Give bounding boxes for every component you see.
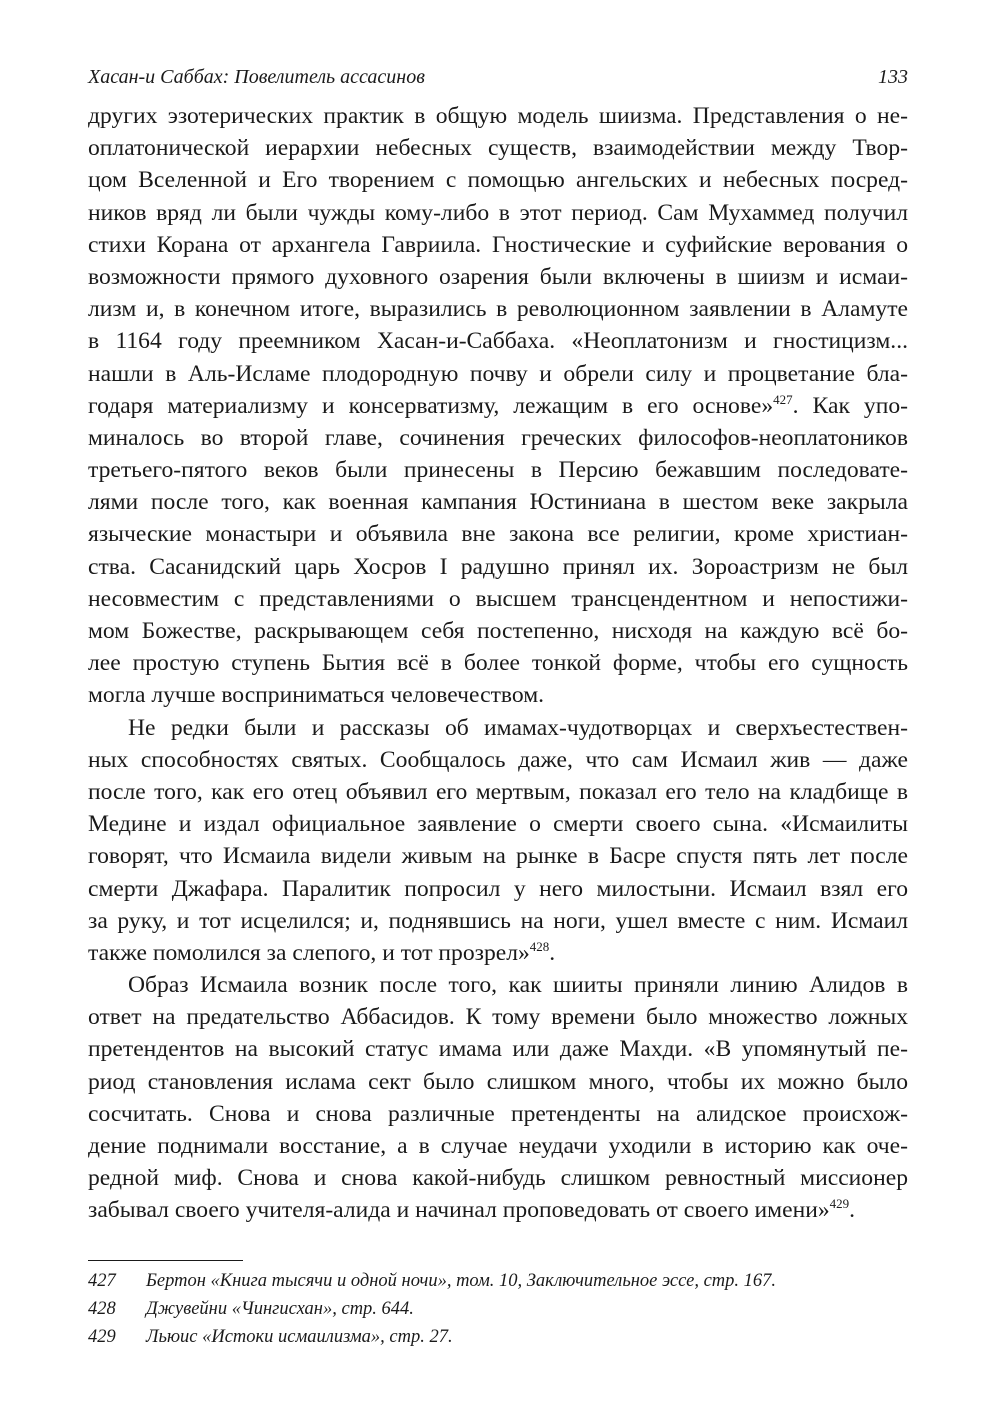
text-line: третьего-пятого веков были принесены в Персию бежавшим последовате- bbox=[88, 457, 908, 484]
text-line: редной миф. Снова и снова какой-нибудь слишком ревностный миссионер bbox=[88, 1165, 908, 1192]
text-segment: . Как упо- bbox=[792, 392, 909, 419]
text-line: ников вряд ли были чужды кому-либо в этот период. Сам Мухаммед получил bbox=[88, 199, 908, 226]
text-line: дение поднимали восстание, а в случае неудачи уходили в историю как оче- bbox=[88, 1133, 908, 1159]
text-line: цом Вселенной и Его творением с помощью ангельских и небесных посред- bbox=[88, 167, 908, 194]
footnote-ref-429[interactable]: 429 bbox=[829, 1196, 850, 1212]
footnote-number: 428 bbox=[88, 1299, 116, 1319]
text-line: стихи Корана от архангела Гавриила. Гностические и суфийские верования о bbox=[88, 231, 908, 258]
footnotes bbox=[88, 1267, 908, 1351]
text-line: смерти Джафара. Паралитик попросил у него милостыни. Исмаил взял его bbox=[88, 875, 908, 902]
text-segment: . bbox=[849, 1197, 856, 1224]
text-line: претендентов на высокий статус имама или даже Махди. «В упомянутый пе- bbox=[88, 1036, 908, 1063]
text-line: в 1164 году преемником Хасан-и-Саббаха. «Неоплатонизм и гностицизм... bbox=[88, 328, 908, 355]
footnote-text: Джувейни «Чингисхан», стр. 644. bbox=[146, 1299, 414, 1319]
text-line-with-footnote bbox=[88, 390, 908, 422]
text-line: сосчитать. Снова и снова различные претенденты на алидское происхож- bbox=[88, 1100, 908, 1127]
text-line: ства. Сасанидский царь Хосров I радушно принял их. Зороастризм не был bbox=[88, 553, 908, 580]
text-line: других эзотерических практик в общую модель шиизма. Представления о не- bbox=[88, 103, 908, 129]
text-segment: также помолился за слепого, и тот прозрел» bbox=[88, 939, 530, 966]
footnote-429 bbox=[88, 1323, 908, 1351]
footnote-text: Бертон «Книга тысячи и одной ночи», том. 10, Заключительное эссе, стр. 167. bbox=[146, 1271, 777, 1291]
text-line: риод становления ислама сект было слишком много, чтобы их можно было bbox=[88, 1068, 908, 1095]
footnote-number: 429 bbox=[88, 1327, 116, 1347]
text-line: миналось во второй главе, сочинения греческих философов-неоплатоников bbox=[88, 424, 908, 451]
text-segment: . bbox=[549, 939, 556, 966]
footnote-divider bbox=[88, 1260, 243, 1261]
text-line: могла лучше восприниматься человечеством. bbox=[88, 682, 545, 709]
text-line: Образ Исмаила возник после того, как шииты приняли линию Алидов в bbox=[128, 972, 908, 999]
footnote-number: 427 bbox=[88, 1271, 116, 1291]
text-line: языческие монастыри и объявила вне закона все религии, кроме христиан- bbox=[88, 521, 908, 548]
footnote-ref-428[interactable]: 428 bbox=[529, 938, 550, 954]
text-segment: забывал своего учителя-алида и начинал проповедовать от своего имени» bbox=[88, 1197, 830, 1224]
text-line: возможности прямого духовного озарения были включены в шиизм и исмаи- bbox=[88, 263, 908, 290]
text-line: ответ на предательство Аббасидов. К тому времени было множество ложных bbox=[88, 1004, 908, 1031]
text-line: нашли в Аль-Исламе плодородную почву и обрели силу и процветание бла- bbox=[88, 360, 908, 387]
text-line: лизм и, в конечном итоге, выразились в революционном заявлении в Аламуте bbox=[88, 296, 908, 323]
text-line: мом Божестве, раскрывающем себя постепенно, нисходя на каждую всё бо- bbox=[88, 618, 908, 644]
text-line: Не редки были и рассказы об имамах-чудотворцах и сверхъестествен- bbox=[128, 714, 908, 741]
footnote-text: Льюис «Истоки исмаилизма», стр. 27. bbox=[146, 1327, 453, 1347]
footnote-ref-427[interactable]: 427 bbox=[773, 391, 793, 407]
text-line: оплатонической иерархии небесных существ, взаимодействии между Твор- bbox=[88, 135, 908, 162]
text-line: говорят, что Исмаила видели живым на рынке в Басре спустя пять лет после bbox=[88, 843, 908, 870]
running-title: Хасан-и Саббах: Повелитель ассасинов bbox=[88, 66, 425, 88]
text-line: ных способностях святых. Сообщалось даже, что сам Исмаил жив — даже bbox=[88, 746, 908, 773]
main-text bbox=[88, 100, 908, 1227]
footnote-427 bbox=[88, 1267, 908, 1295]
text-line: за руку, и тот исцелился; и, поднявшись на ноги, ушел вместе с ним. Исмаил bbox=[88, 907, 908, 934]
text-line: несовместим с представлениями о высшем трансцендентном и непостижи- bbox=[88, 585, 908, 612]
text-line: после того, как его отец объявил его мертвым, показал его тело на кладбище в bbox=[88, 778, 908, 805]
running-header bbox=[88, 62, 908, 92]
page-number: 133 bbox=[878, 66, 908, 88]
text-line: лями после того, как военная кампания Юстиниана в шестом веке закрыла bbox=[88, 489, 908, 516]
text-line: Медине и издал официальное заявление о смерти своего сына. «Исмаилиты bbox=[88, 811, 908, 838]
text-segment: годаря материализму и консерватизму, лежащим в его основе» bbox=[88, 392, 774, 419]
text-line-with-footnote bbox=[88, 937, 908, 969]
text-line: лее простую ступень Бытия всё в более тонкой форме, чтобы его сущность bbox=[88, 650, 908, 677]
footnote-428 bbox=[88, 1295, 908, 1323]
text-line-with-footnote bbox=[88, 1194, 908, 1226]
